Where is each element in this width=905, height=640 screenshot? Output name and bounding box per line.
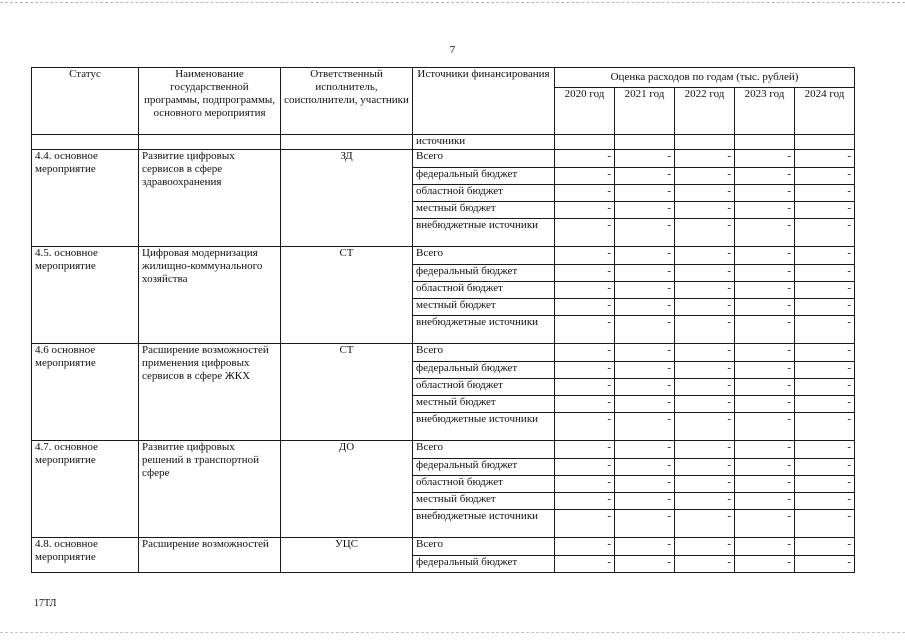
- value-cell: -: [675, 476, 735, 493]
- funding-source: местный бюджет: [413, 202, 555, 219]
- activity-status: 4.7. основное мероприятие: [32, 441, 139, 538]
- value-cell: -: [555, 282, 615, 299]
- value-cell: -: [555, 202, 615, 219]
- value-cell: -: [675, 299, 735, 316]
- value-cell: -: [555, 316, 615, 344]
- value-cell: -: [735, 299, 795, 316]
- value-cell: [735, 135, 795, 150]
- header-year: 2020 год: [555, 88, 615, 135]
- funding-source: местный бюджет: [413, 396, 555, 413]
- value-cell: [675, 135, 735, 150]
- value-cell: -: [735, 185, 795, 202]
- value-cell: -: [615, 538, 675, 556]
- activity-status: 4.5. основное мероприятие: [32, 247, 139, 344]
- value-cell: -: [795, 538, 855, 556]
- activity-responsible: СТ: [281, 247, 413, 344]
- footer-code: 17ТЛ: [34, 598, 57, 609]
- table-row: [32, 150, 855, 168]
- table-header: [32, 68, 855, 135]
- value-cell: -: [795, 202, 855, 219]
- scan-edge-bottom: [0, 632, 905, 633]
- value-cell: -: [735, 538, 795, 556]
- value-cell: -: [735, 202, 795, 219]
- value-cell: -: [675, 265, 735, 282]
- funding-source: федеральный бюджет: [413, 168, 555, 185]
- value-cell: -: [555, 413, 615, 441]
- value-cell: -: [615, 441, 675, 459]
- table-row: [32, 344, 855, 362]
- funding-source: федеральный бюджет: [413, 556, 555, 573]
- value-cell: [555, 135, 615, 150]
- funding-source: областной бюджет: [413, 282, 555, 299]
- value-cell: -: [675, 413, 735, 441]
- value-cell: -: [555, 185, 615, 202]
- activity-status: 4.8. основное мероприятие: [32, 538, 139, 573]
- header-year: 2022 год: [675, 88, 735, 135]
- value-cell: -: [795, 168, 855, 185]
- name-cell: [139, 135, 281, 150]
- value-cell: -: [675, 282, 735, 299]
- activity-name: Развитие цифровых решений в транспортной сфере: [139, 441, 281, 538]
- value-cell: -: [555, 441, 615, 459]
- header-funding-sources: Источники финансирования: [413, 68, 555, 135]
- value-cell: -: [675, 316, 735, 344]
- value-cell: -: [795, 265, 855, 282]
- value-cell: -: [615, 150, 675, 168]
- funding-source: внебюджетные источники: [413, 510, 555, 538]
- table-row: [32, 247, 855, 265]
- activity-responsible: УЦС: [281, 538, 413, 573]
- funding-source: Всего: [413, 441, 555, 459]
- value-cell: -: [675, 441, 735, 459]
- value-cell: -: [795, 379, 855, 396]
- value-cell: -: [795, 493, 855, 510]
- value-cell: -: [795, 459, 855, 476]
- page-number: 7: [449, 44, 456, 56]
- value-cell: -: [675, 247, 735, 265]
- value-cell: -: [675, 493, 735, 510]
- activity-status: 4.6 основное мероприятие: [32, 344, 139, 441]
- funding-source: областной бюджет: [413, 379, 555, 396]
- value-cell: -: [795, 282, 855, 299]
- funding-source: внебюджетные источники: [413, 316, 555, 344]
- value-cell: -: [735, 219, 795, 247]
- value-cell: -: [615, 510, 675, 538]
- value-cell: -: [675, 459, 735, 476]
- value-cell: -: [735, 476, 795, 493]
- funding-source: Всего: [413, 538, 555, 556]
- value-cell: -: [555, 556, 615, 573]
- funding-source: Всего: [413, 150, 555, 168]
- value-cell: -: [615, 493, 675, 510]
- value-cell: -: [735, 510, 795, 538]
- header-status: Статус: [32, 68, 139, 135]
- funding-source: Всего: [413, 344, 555, 362]
- value-cell: -: [735, 556, 795, 573]
- funding-source: областной бюджет: [413, 185, 555, 202]
- value-cell: -: [675, 185, 735, 202]
- header-year: 2024 год: [795, 88, 855, 135]
- value-cell: -: [795, 510, 855, 538]
- table-row: [32, 135, 855, 150]
- header-year: 2021 год: [615, 88, 675, 135]
- value-cell: -: [555, 247, 615, 265]
- value-cell: -: [615, 299, 675, 316]
- value-cell: -: [555, 299, 615, 316]
- value-cell: -: [555, 379, 615, 396]
- value-cell: -: [555, 476, 615, 493]
- value-cell: -: [735, 316, 795, 344]
- value-cell: [615, 135, 675, 150]
- value-cell: -: [555, 344, 615, 362]
- value-cell: -: [675, 538, 735, 556]
- activity-status: 4.4. основное мероприятие: [32, 150, 139, 247]
- funding-source: местный бюджет: [413, 493, 555, 510]
- value-cell: -: [615, 282, 675, 299]
- status-cell: [32, 135, 139, 150]
- activity-name: Расширение возможностей применения цифровых сервисов в сфере ЖКХ: [139, 344, 281, 441]
- value-cell: -: [735, 379, 795, 396]
- value-cell: -: [675, 219, 735, 247]
- value-cell: -: [795, 441, 855, 459]
- funding-source: федеральный бюджет: [413, 362, 555, 379]
- value-cell: -: [615, 168, 675, 185]
- value-cell: -: [555, 219, 615, 247]
- funding-source: Всего: [413, 247, 555, 265]
- value-cell: -: [675, 150, 735, 168]
- value-cell: -: [555, 168, 615, 185]
- table-row: [32, 441, 855, 459]
- value-cell: -: [735, 168, 795, 185]
- funding-source: внебюджетные источники: [413, 219, 555, 247]
- value-cell: -: [795, 247, 855, 265]
- value-cell: -: [675, 556, 735, 573]
- value-cell: -: [795, 299, 855, 316]
- value-cell: -: [555, 510, 615, 538]
- value-cell: -: [615, 459, 675, 476]
- value-cell: -: [615, 362, 675, 379]
- value-cell: -: [735, 247, 795, 265]
- value-cell: -: [615, 202, 675, 219]
- value-cell: -: [735, 493, 795, 510]
- value-cell: -: [675, 362, 735, 379]
- value-cell: -: [735, 441, 795, 459]
- value-cell: -: [615, 396, 675, 413]
- expenditure-table: [31, 67, 855, 573]
- value-cell: -: [675, 168, 735, 185]
- value-cell: -: [795, 362, 855, 379]
- header-year: 2023 год: [735, 88, 795, 135]
- value-cell: -: [615, 185, 675, 202]
- activity-name: Развитие цифровых сервисов в сфере здравоохранения: [139, 150, 281, 247]
- value-cell: -: [735, 413, 795, 441]
- table-body: [32, 135, 855, 573]
- funding-source: местный бюджет: [413, 299, 555, 316]
- funding-source: федеральный бюджет: [413, 265, 555, 282]
- activity-responsible: СТ: [281, 344, 413, 441]
- value-cell: -: [735, 362, 795, 379]
- value-cell: -: [675, 379, 735, 396]
- value-cell: [795, 135, 855, 150]
- value-cell: -: [675, 344, 735, 362]
- value-cell: -: [615, 247, 675, 265]
- value-cell: -: [615, 476, 675, 493]
- value-cell: -: [615, 219, 675, 247]
- value-cell: -: [615, 413, 675, 441]
- value-cell: -: [675, 202, 735, 219]
- value-cell: -: [675, 396, 735, 413]
- header-program-name: Наименование государственной программы, подпрограммы, основного мероприятия: [139, 68, 281, 135]
- responsible-cell: [281, 135, 413, 150]
- value-cell: -: [795, 344, 855, 362]
- value-cell: -: [615, 379, 675, 396]
- value-cell: -: [795, 413, 855, 441]
- activity-responsible: ЗД: [281, 150, 413, 247]
- value-cell: -: [615, 344, 675, 362]
- header-estimate: Оценка расходов по годам (тыс. рублей): [555, 68, 855, 88]
- scan-edge-top: [0, 2, 905, 3]
- value-cell: -: [795, 476, 855, 493]
- value-cell: -: [795, 396, 855, 413]
- value-cell: -: [735, 265, 795, 282]
- value-cell: -: [735, 344, 795, 362]
- activity-responsible: ДО: [281, 441, 413, 538]
- value-cell: -: [615, 316, 675, 344]
- value-cell: -: [555, 362, 615, 379]
- value-cell: -: [735, 282, 795, 299]
- value-cell: -: [735, 459, 795, 476]
- source-cell: источники: [413, 135, 555, 150]
- funding-source: областной бюджет: [413, 476, 555, 493]
- value-cell: -: [735, 396, 795, 413]
- value-cell: -: [555, 493, 615, 510]
- value-cell: -: [795, 219, 855, 247]
- value-cell: -: [795, 185, 855, 202]
- funding-source: федеральный бюджет: [413, 459, 555, 476]
- activity-name: Расширение возможностей: [139, 538, 281, 573]
- value-cell: -: [555, 459, 615, 476]
- value-cell: -: [735, 150, 795, 168]
- value-cell: -: [555, 538, 615, 556]
- value-cell: -: [615, 265, 675, 282]
- table-row: [32, 538, 855, 556]
- value-cell: -: [675, 510, 735, 538]
- value-cell: -: [795, 556, 855, 573]
- value-cell: -: [795, 316, 855, 344]
- value-cell: -: [615, 556, 675, 573]
- value-cell: -: [555, 150, 615, 168]
- funding-source: внебюджетные источники: [413, 413, 555, 441]
- header-responsible: Ответственный исполнитель, соисполнители, участники: [281, 68, 413, 135]
- value-cell: -: [555, 265, 615, 282]
- activity-name: Цифровая модернизация жилищно-коммунального хозяйства: [139, 247, 281, 344]
- value-cell: -: [555, 396, 615, 413]
- value-cell: -: [795, 150, 855, 168]
